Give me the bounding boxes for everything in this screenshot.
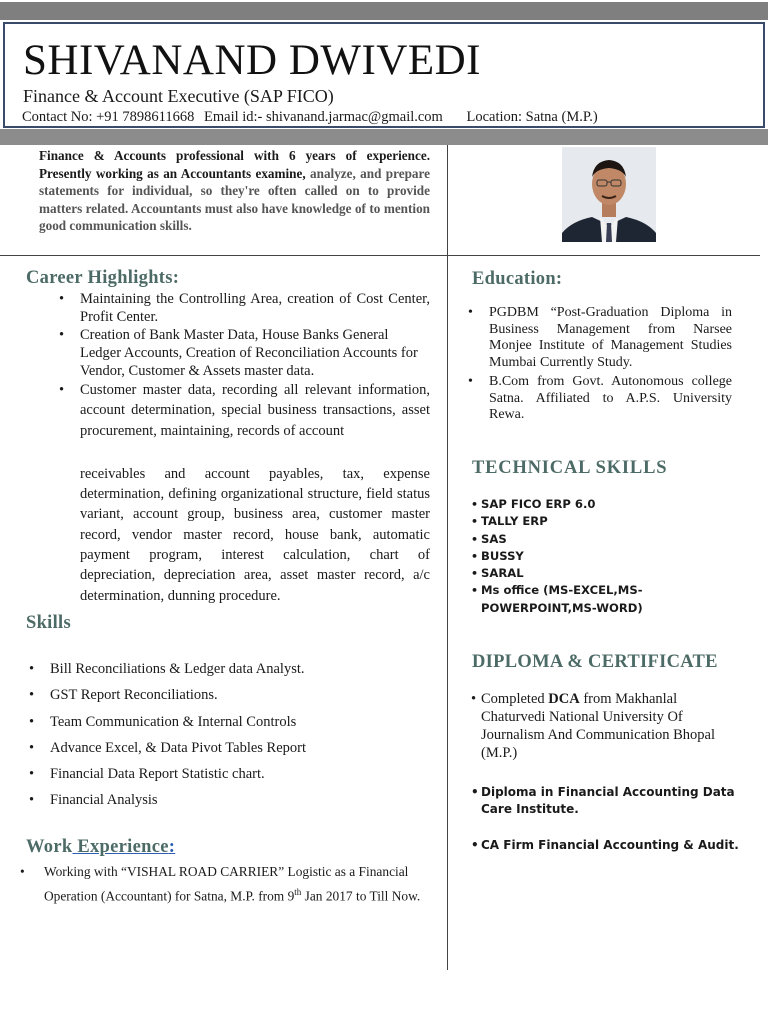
list-item: • B.Com from Govt. Autonomous college Satna. Affiliated to A.P.S. University Rewa.: [489, 374, 732, 424]
skills-heading: Skills: [26, 613, 71, 633]
summary-rest: analyze, and prepare statements for individual, so they're often called on to provide matters related. Accountants must also have knowledge of to mention good communication skills.: [39, 165, 430, 233]
diploma-text: Completed: [481, 691, 549, 707]
profile-summary: [39, 147, 430, 235]
person-icon: [562, 147, 656, 242]
resume-header: [3, 22, 765, 128]
top-bar: [0, 2, 768, 20]
list-item: • SAS: [481, 531, 751, 548]
list-item: • Customer master data, recording all relevant information, account determination, special business transactions, asset procurement, maintaining, records of account: [80, 380, 430, 441]
list-item: • SAP FICO ERP 6.0: [481, 496, 751, 513]
column-divider: [447, 145, 448, 970]
work-heading-rest: Experience: [72, 837, 169, 857]
list-item: • Team Communication & Internal Controls: [50, 714, 430, 740]
section-divider: [0, 255, 760, 256]
work-heading-word: Work: [26, 837, 73, 857]
list-item: • Financial Data Report Statistic chart.: [50, 766, 430, 792]
list-item: • SARAL: [481, 565, 751, 582]
job-title: Finance & Account Executive (SAP FICO): [23, 86, 334, 106]
work-heading: [26, 837, 175, 858]
work-sup: th: [294, 887, 302, 897]
list-item: • CA Firm Financial Accounting & Audit.: [481, 837, 743, 854]
header-rule: [0, 129, 768, 145]
career-continuation: receivables and account payables, tax, expense determination, defining organizational structure, field status variant, account group, business area, customer master record, vendor master record, house bank, automatic payment program, interest calculation, chart of depreciation, depreciation area, asset master record, a/c determination, dunning procedure.: [80, 465, 430, 604]
contact-number: Contact No: +91 7898611668: [22, 109, 195, 125]
career-list: [80, 290, 430, 606]
work-text: Working with “VISHAL ROAD CARRIER” Logistic as a Financial Operation (Accountant) for Satna, M.P. from 9: [44, 864, 409, 904]
list-item: • PGDBM “Post-Graduation Diploma in Business Management from Narsee Monjee Institute of Management Studies Mumbai Currently Study.: [489, 305, 732, 371]
diploma-bold: DCA: [548, 691, 580, 707]
diploma-heading: DIPLOMA & CERTIFICATE: [472, 652, 718, 672]
profile-photo: [562, 147, 656, 242]
education-heading: Education:: [472, 269, 563, 289]
summary-bold: Finance & Accounts professional with 6 years of experience. Presently working as an Accountants examine,: [39, 148, 430, 181]
list-item: • Bill Reconciliations & Ledger data Analyst.: [50, 661, 430, 687]
diploma-list: [481, 690, 743, 854]
list-item: • Advance Excel, & Data Pivot Tables Report: [50, 740, 430, 766]
work-text-end: Jan 2017 to Till Now.: [301, 888, 421, 904]
location: Location: Satna (M.P.): [466, 109, 598, 125]
candidate-name: SHIVANAND DWIVEDI: [23, 37, 481, 84]
work-list: [44, 862, 434, 906]
list-item: • GST Report Reconciliations.: [50, 687, 430, 713]
technical-list: [481, 496, 751, 617]
list-item: • Creation of Bank Master Data, House Banks General Ledger Accounts, Creation of Reconciliation Accounts for Vendor, Customer & Assets master data.: [80, 326, 430, 380]
email: Email id:- shivanand.jarmac@gmail.com: [204, 109, 443, 125]
contact-line: [22, 109, 604, 126]
career-heading: Career Highlights:: [26, 268, 180, 288]
list-item: • Financial Analysis: [50, 792, 430, 818]
list-item: • Ms office (MS-EXCEL,MS-POWERPOINT,MS-WORD): [481, 582, 751, 617]
list-item: • TALLY ERP: [481, 513, 751, 530]
list-item: [481, 690, 743, 762]
diploma-text-rest: from Makhanlal Chaturvedi National University Of Journalism And Communication Bhopal (M.P.): [481, 691, 716, 761]
skills-list: [50, 661, 430, 819]
education-list: [489, 305, 732, 427]
list-item: • Maintaining the Controlling Area, creation of Cost Center, Profit Center.: [80, 290, 430, 326]
list-item: [44, 862, 434, 906]
list-item: • BUSSY: [481, 548, 751, 565]
work-heading-colon: :: [168, 837, 176, 857]
technical-heading: TECHNICAL SKILLS: [472, 458, 668, 478]
list-item: • Diploma in Financial Accounting Data Care Institute.: [481, 784, 743, 818]
